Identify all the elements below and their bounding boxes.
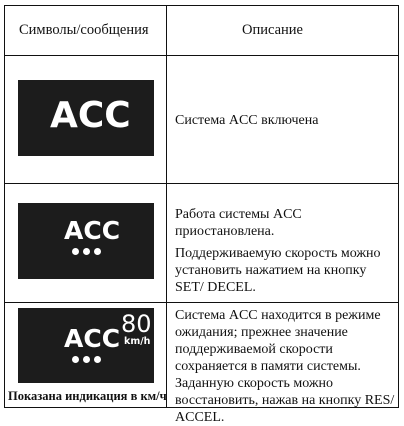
acc-label: ACC [50, 95, 131, 136]
table-column-divider [166, 5, 167, 408]
row-1-description [175, 112, 395, 129]
description-text: Система ACC включена [175, 113, 319, 128]
table-border-left [4, 5, 5, 408]
dot [83, 356, 90, 363]
description-text: Система ACC находится в режиме ожидания; прежнее значение поддерживаемой скорости сохраняется в памяти системы. Заданную скорость можно восстановить, нажав на кнопку RES/ ACCEL. [175, 308, 395, 425]
row-2-description [175, 206, 395, 296]
dot [94, 356, 101, 363]
table-border-top [4, 5, 399, 6]
kmh-note: Показана индикация в км/ч [8, 389, 167, 403]
dot [72, 356, 79, 363]
acc-label: ACC [64, 324, 121, 353]
set-speed-value: 80 [121, 310, 152, 338]
acc-indicator-paused [18, 203, 154, 279]
header-symbols: Символы/сообщения [19, 22, 149, 38]
speed-unit: km/h [124, 336, 151, 347]
dot [83, 248, 90, 255]
dot [72, 248, 79, 255]
acc-symbols-table [4, 5, 399, 425]
status-dots [72, 356, 101, 363]
status-dots [72, 248, 101, 255]
description-text: Поддерживаемую скорость можно установить нажатием на кнопку SET/ DECEL. [175, 246, 381, 295]
row-3-description [175, 307, 395, 426]
acc-indicator-standby [18, 308, 154, 383]
table-row-divider [4, 183, 399, 184]
acc-label: ACC [64, 216, 121, 245]
header-description: Описание [242, 22, 303, 38]
table-header-divider [4, 55, 399, 56]
dot [94, 248, 101, 255]
table-border-right [398, 5, 399, 408]
description-text: Работа системы ACC приостановлена. [175, 207, 302, 239]
acc-indicator-on [18, 80, 154, 156]
table-row-divider [4, 302, 399, 303]
